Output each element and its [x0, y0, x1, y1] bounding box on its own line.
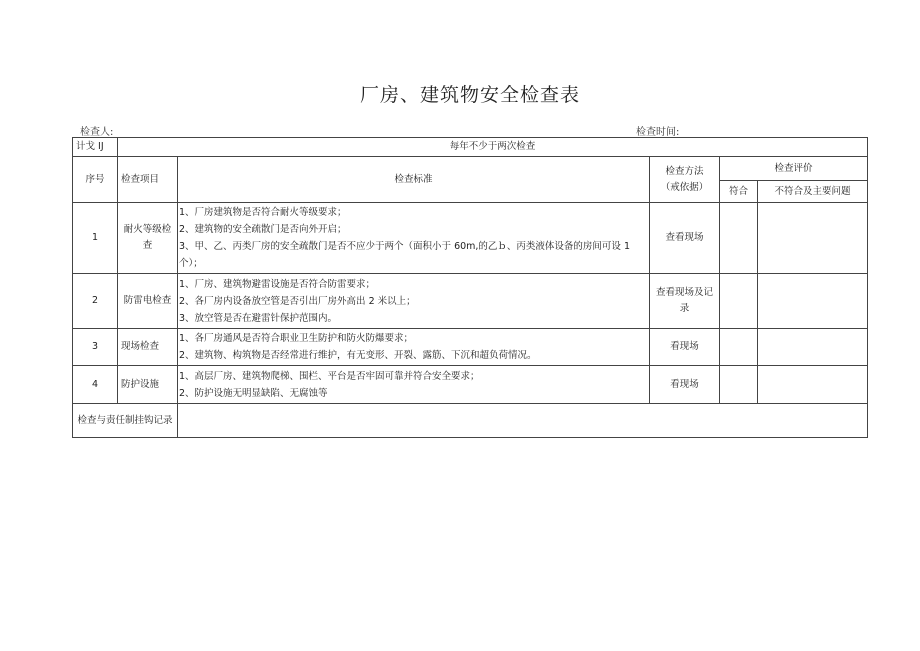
row-item: 防雷电检查 — [118, 274, 178, 329]
row-item: 现场检查 — [118, 329, 178, 366]
plan-value: 每年不少于两次检查 — [118, 138, 868, 157]
header-conform: 符合 — [720, 181, 758, 203]
row-standards — [178, 366, 650, 404]
inspection-time-label: 检查时间: — [636, 127, 680, 138]
row-method: 看现场 — [650, 329, 720, 366]
table-row — [73, 366, 868, 404]
table-row — [73, 274, 868, 329]
standard-line: 1、各厂房通风是否符合职业卫生防护和防火防爆要求； — [179, 333, 414, 344]
plan-row — [73, 138, 868, 157]
standard-line: 3、甲、乙、丙类厂房的安全疏散门是否不应少于两个（面积小于 60m,的乙ｂ、丙类液体设备的房间可设 1 个）； — [179, 241, 630, 269]
plan-label: 计戈 IJ — [73, 138, 118, 157]
row-method: 看现场 — [650, 366, 720, 404]
header-nonconform: 不符合及主要问题 — [758, 181, 868, 203]
row-method: 查看现场及记录 — [650, 274, 720, 329]
row-standards — [178, 274, 650, 329]
standard-line: 2、防护设施无明显缺陷、无腐蚀等 — [179, 387, 328, 399]
header-method-line2: （戒依据） — [660, 181, 709, 193]
page-title: 厂房、建筑物安全检查表 — [359, 84, 580, 106]
footer-label: 检查与责任制挂钩记录 — [73, 404, 178, 438]
row-item: 防护设施 — [118, 366, 178, 404]
row-conform — [720, 366, 758, 404]
header-method — [650, 157, 720, 203]
header-item: 检查项目 — [118, 157, 178, 203]
row-no: 1 — [73, 203, 118, 274]
standard-line: 2、建筑物的安全疏散门是否向外开启； — [179, 224, 347, 235]
row-standards — [178, 203, 650, 274]
footer-row — [73, 404, 868, 438]
row-issues — [758, 274, 868, 329]
header-standard: 检查标准 — [178, 157, 650, 203]
inspector-label: 检查人: — [80, 127, 114, 138]
standard-line: 1、厂房建筑物是否符合耐火等级要求； — [179, 207, 347, 218]
row-issues — [758, 329, 868, 366]
row-method: 查看现场 — [650, 203, 720, 274]
footer-value — [178, 404, 868, 438]
row-conform — [720, 274, 758, 329]
row-conform — [720, 203, 758, 274]
standard-line: 3、放空管是否在避雷针保护范围内。 — [179, 312, 338, 324]
table-row — [73, 203, 868, 274]
standard-line: 1、高层厂房、建筑物爬梯、围栏、平台是否牢固可靠并符合安全要求； — [179, 370, 480, 382]
standard-line: 2、各厂房内设备放空管是否引出厂房外高出 2 米以上； — [179, 295, 416, 307]
row-conform — [720, 329, 758, 366]
inspection-table — [72, 137, 868, 438]
row-issues — [758, 366, 868, 404]
table-row — [73, 329, 868, 366]
header-method-line1: 检查方法 — [665, 165, 704, 177]
row-no: 4 — [73, 366, 118, 404]
header-no: 序号 — [73, 157, 118, 203]
standard-line: 1、厂房、建筑物避雷设施是否符合防雷要求； — [179, 278, 376, 290]
standard-line: 2、建筑物、构筑物是否经常进行维护，有无变形、开裂、露筋、下沉和超负荷情况。 — [179, 350, 537, 361]
row-no: 2 — [73, 274, 118, 329]
row-item: 耐火等级检查 — [118, 203, 178, 274]
header-row — [73, 157, 868, 181]
row-standards — [178, 329, 650, 366]
row-no: 3 — [73, 329, 118, 366]
header-evaluation: 检查评价 — [720, 157, 868, 181]
row-issues — [758, 203, 868, 274]
